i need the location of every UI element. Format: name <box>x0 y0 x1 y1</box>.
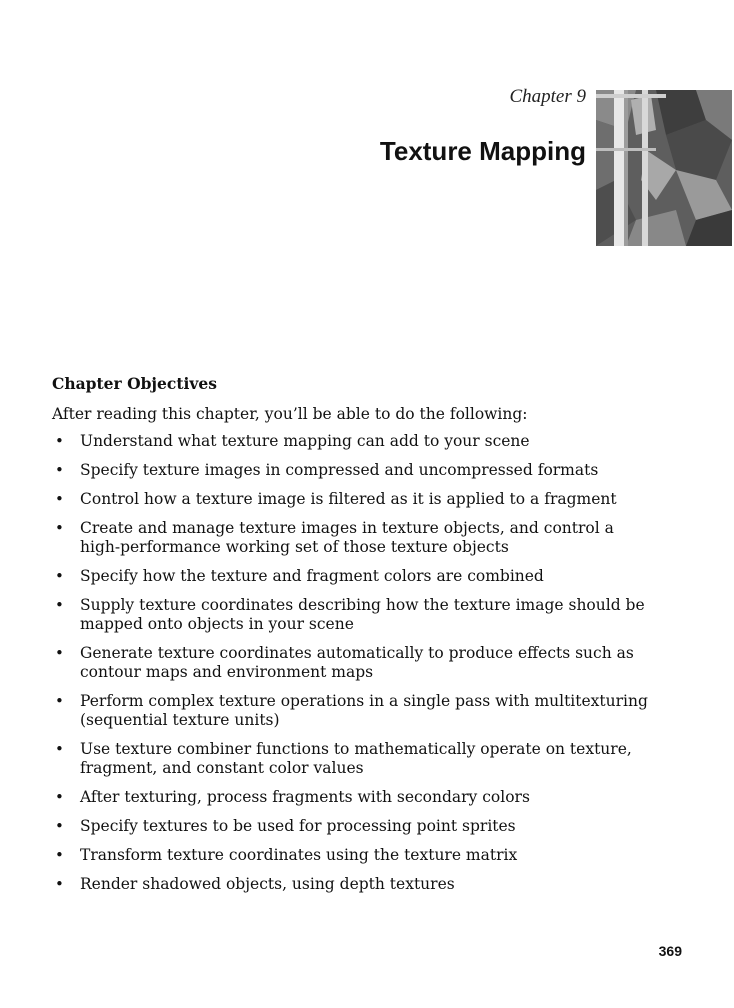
objectives-heading: Chapter Objectives <box>52 374 217 393</box>
list-item-text: Understand what texture mapping can add to your scene <box>80 432 530 450</box>
bullet-icon: • <box>55 644 64 662</box>
chapter-objectives <box>52 374 652 904</box>
chapter-header-image <box>596 90 732 246</box>
list-item-text: Specify textures to be used for processing point sprites <box>80 817 516 835</box>
bullet-icon: • <box>55 788 64 806</box>
list-item-text: Transform texture coordinates using the texture matrix <box>80 846 518 864</box>
list-item <box>52 461 652 480</box>
bullet-icon: • <box>55 490 64 508</box>
list-item <box>52 875 652 894</box>
bullet-icon: • <box>55 567 64 585</box>
bullet-icon: • <box>55 692 64 710</box>
list-item-text: Supply texture coordinates describing how the texture image should be mapped onto objects in your scene <box>80 596 645 633</box>
list-item <box>52 596 652 634</box>
bullet-icon: • <box>55 519 64 537</box>
list-item <box>52 692 652 730</box>
list-item <box>52 817 652 836</box>
bullet-icon: • <box>55 875 64 893</box>
list-item-text: Render shadowed objects, using depth textures <box>80 875 455 893</box>
list-item <box>52 644 652 682</box>
list-item <box>52 846 652 865</box>
bullet-icon: • <box>55 817 64 835</box>
list-item-text: Control how a texture image is filtered as it is applied to a fragment <box>80 490 617 508</box>
bullet-icon: • <box>55 596 64 614</box>
chapter-title: Texture Mapping <box>379 136 586 166</box>
bullet-icon: • <box>55 740 64 758</box>
list-item-text: After texturing, process fragments with secondary colors <box>80 788 530 806</box>
objectives-intro: After reading this chapter, you’ll be able to do the following: <box>52 405 528 423</box>
list-item-text: Use texture combiner functions to mathematically operate on texture, fragment, and constant color values <box>80 740 632 777</box>
list-item-text: Create and manage texture images in texture objects, and control a high-performance working set of those texture objects <box>80 519 614 556</box>
page-number: 369 <box>658 943 682 959</box>
list-item <box>52 740 652 778</box>
list-item-text: Specify how the texture and fragment colors are combined <box>80 567 544 585</box>
list-item <box>52 519 652 557</box>
chapter-label: Chapter 9 <box>509 86 586 107</box>
list-item <box>52 788 652 807</box>
objectives-list <box>52 432 652 894</box>
list-item-text: Perform complex texture operations in a single pass with multitexturing (sequential texture units) <box>80 692 648 729</box>
bullet-icon: • <box>55 461 64 479</box>
list-item-text: Generate texture coordinates automatically to produce effects such as contour maps and environment maps <box>80 644 634 681</box>
list-item <box>52 567 652 586</box>
list-item <box>52 432 652 451</box>
list-item-text: Specify texture images in compressed and uncompressed formats <box>80 461 599 479</box>
bullet-icon: • <box>55 432 64 450</box>
list-item <box>52 490 652 509</box>
bullet-icon: • <box>55 846 64 864</box>
